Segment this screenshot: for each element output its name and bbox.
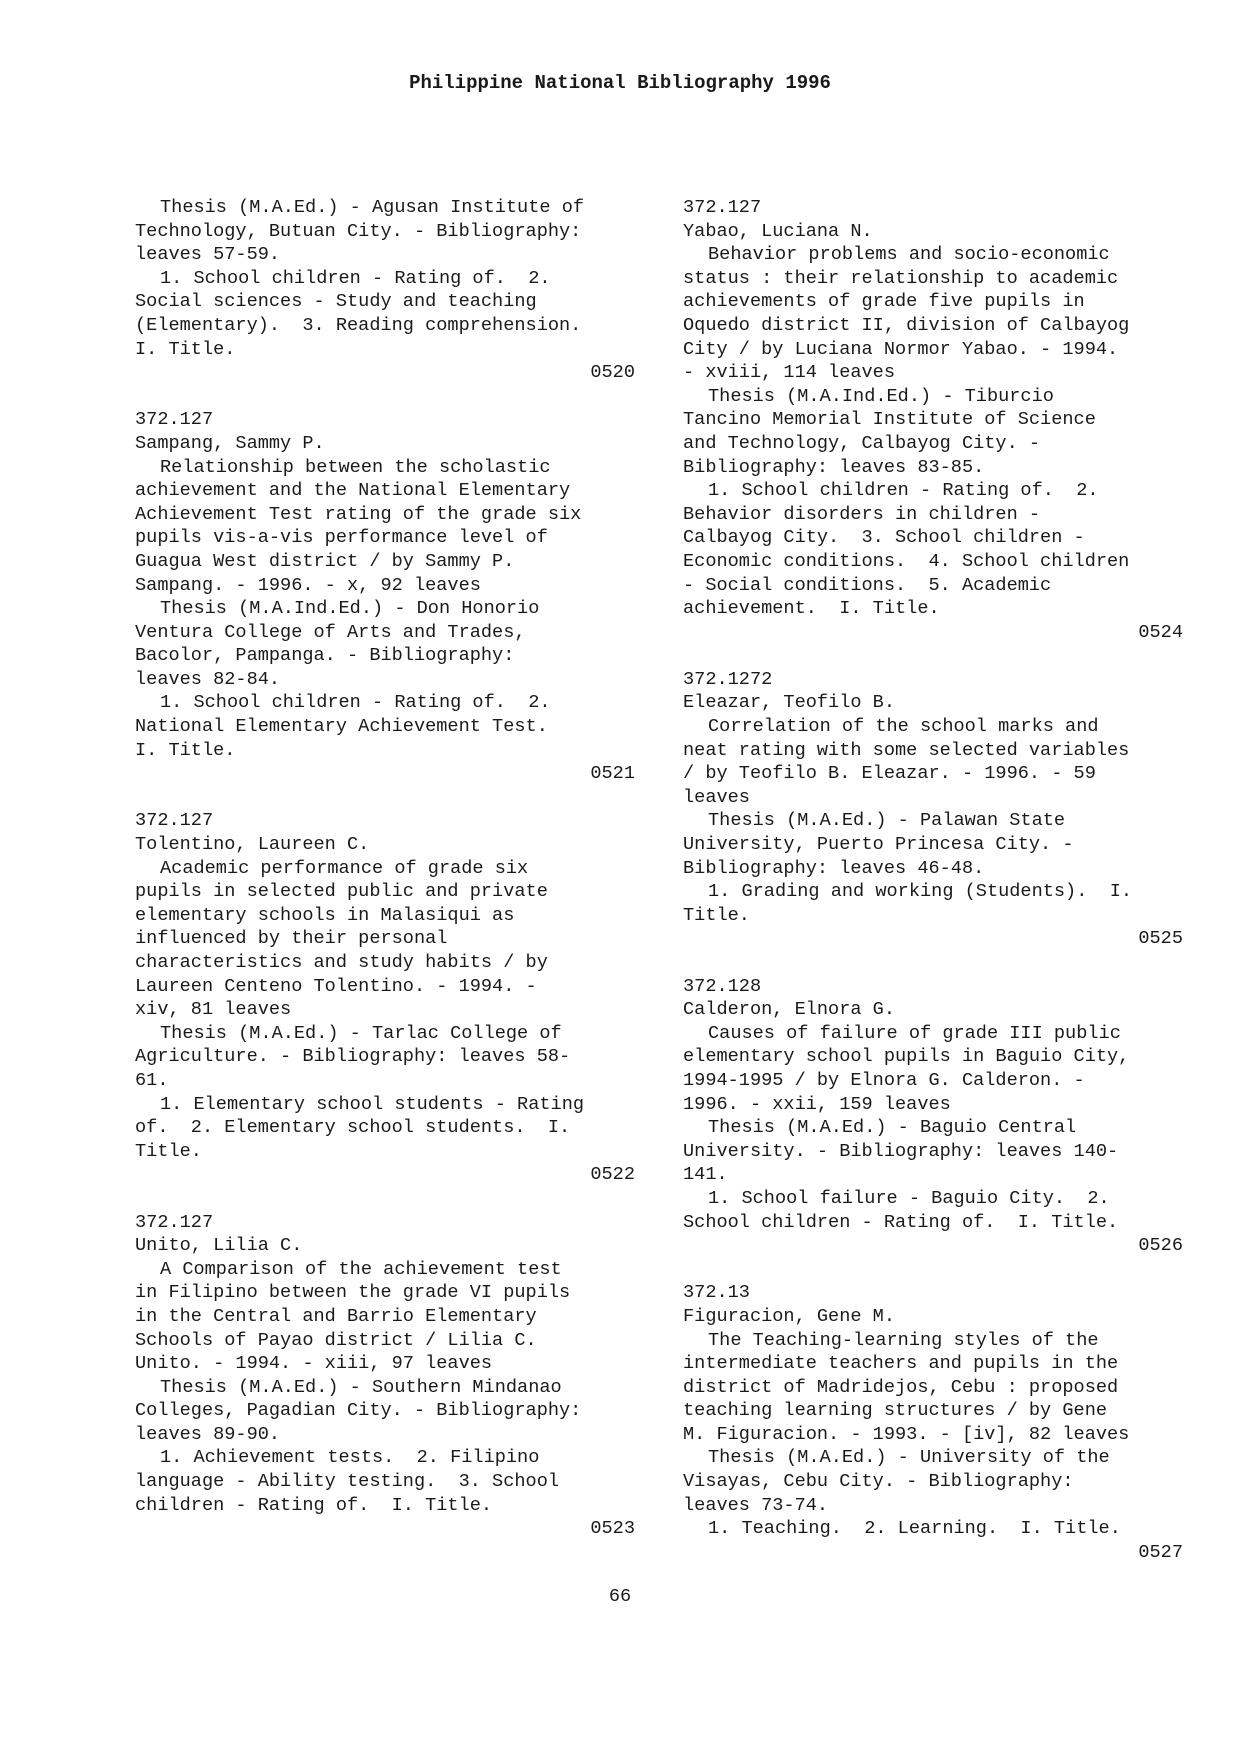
entry-number: 0526 [1138, 1235, 1183, 1257]
entry-number: 0524 [1138, 621, 1183, 643]
entry-line: Unito. - 1994. - xiii, 97 leaves [135, 1353, 493, 1375]
entry-number: 0520 [590, 362, 635, 384]
bibliography-entry [683, 196, 1183, 644]
entry-line: Bacolor, Pampanga. - Bibliography: [135, 645, 515, 667]
entry-line: leaves 57-59. [135, 244, 281, 266]
entry-line: language - Ability testing. 3. School [135, 1471, 560, 1493]
entry-number: 0525 [1138, 928, 1183, 950]
entry-line: neat rating with some selected variables [683, 739, 1130, 761]
entry-line: Thesis (M.A.Ed.) - Agusan Institute of [160, 197, 585, 218]
entry-line: 372.13 [683, 1282, 750, 1304]
entry-line: Yabao, Luciana N. [683, 220, 873, 242]
entry-line: University, Puerto Princesa City. - [683, 834, 1074, 856]
entry-line: Relationship between the scholastic [160, 456, 551, 478]
entry-line: - Social conditions. 5. Academic [683, 574, 1052, 596]
entry-line: (Elementary). 3. Reading comprehension. [135, 314, 582, 336]
entry-line: children - Rating of. I. Title. [135, 1494, 493, 1516]
entry-line: 1. Elementary school students - Rating [160, 1093, 585, 1115]
entry-line: intermediate teachers and pupils in the [683, 1353, 1119, 1375]
entry-line: Thesis (M.A.Ed.) - Palawan State [708, 810, 1066, 832]
entry-line: in Filipino between the grade VI pupils [135, 1282, 571, 1304]
entry-line: Sampang, Sammy P. [135, 432, 325, 454]
entry-line: Economic conditions. 4. School children [683, 550, 1130, 572]
entry-line: A Comparison of the achievement test [160, 1258, 562, 1280]
entry-line: 372.127 [683, 197, 762, 218]
entry-line: pupils in selected public and private [135, 881, 548, 903]
entry-line: 372.127 [135, 810, 214, 832]
entry-line: in the Central and Barrio Elementary [135, 1305, 537, 1327]
entry-line: Unito, Lilia C. [135, 1235, 303, 1257]
entry-line: Sampang. - 1996. - x, 92 leaves [135, 574, 481, 596]
left-column [135, 196, 635, 1564]
entry-line: of. 2. Elementary school students. I. [135, 1117, 571, 1139]
entry-line: 61. [135, 1069, 169, 1091]
entry-line: 372.1272 [683, 668, 773, 690]
bibliography-entry [135, 809, 635, 1187]
entry-line: Title. [683, 904, 750, 926]
entry-line: Thesis (M.A.Ed.) - Tarlac College of [160, 1022, 562, 1044]
entry-line: Behavior disorders in children - [683, 503, 1041, 525]
entry-line: Colleges, Pagadian City. - Bibliography: [135, 1400, 582, 1422]
entry-line: Ventura College of Arts and Trades, [135, 621, 526, 643]
entry-line: 1. Achievement tests. 2. Filipino [160, 1447, 540, 1469]
entry-line: xiv, 81 leaves [135, 999, 292, 1021]
entry-line: School children - Rating of. I. Title. [683, 1211, 1119, 1233]
entry-line: Thesis (M.A.Ed.) - Southern Mindanao [160, 1376, 562, 1398]
entry-line: Title. [135, 1140, 202, 1162]
entry-line: influenced by their personal [135, 928, 448, 950]
bibliography-entry [135, 408, 635, 786]
entry-line: Correlation of the school marks and [708, 716, 1099, 738]
entry-line: teaching learning structures / by Gene [683, 1400, 1108, 1422]
entry-line: leaves 82-84. [135, 668, 281, 690]
entry-line: National Elementary Achievement Test. [135, 716, 548, 738]
bibliography-entry [135, 196, 635, 385]
entry-line: characteristics and study habits / by [135, 952, 548, 973]
entry-line: Laureen Centeno Tolentino. - 1994. - [135, 975, 537, 997]
entry-line: Social sciences - Study and teaching [135, 291, 537, 313]
entry-line: Eleazar, Teofilo B. [683, 692, 896, 714]
bibliography-entry [683, 1281, 1183, 1564]
entry-line: University. - Bibliography: leaves 140- [683, 1140, 1119, 1162]
entry-line: 1. School children - Rating of. 2. [708, 480, 1099, 502]
entry-line: I. Title. [135, 739, 236, 761]
bibliography-entry [135, 1211, 635, 1541]
entry-number: 0521 [590, 763, 635, 785]
entry-line: pupils vis-a-vis performance level of [135, 527, 548, 549]
entry-line: 1. Grading and working (Students). I. [708, 881, 1133, 903]
entry-line: 1996. - xxii, 159 leaves [683, 1093, 951, 1115]
entry-line: leaves 89-90. [135, 1423, 281, 1445]
entry-line: The Teaching-learning styles of the [708, 1329, 1099, 1351]
entry-line: Thesis (M.A.Ind.Ed.) - Don Honorio [160, 598, 540, 620]
entry-line: 372.127 [135, 1211, 214, 1233]
entry-line: status : their relationship to academic [683, 267, 1119, 289]
entry-line: City / by Luciana Normor Yabao. - 1994. [683, 338, 1119, 360]
entry-line: 1. School children - Rating of. 2. [160, 692, 551, 714]
entry-line: 141. [683, 1164, 728, 1186]
entry-line: Causes of failure of grade III public [708, 1022, 1121, 1044]
entry-line: / by Teofilo B. Eleazar. - 1996. - 59 [683, 763, 1096, 785]
entry-line: Tolentino, Laureen C. [135, 834, 370, 856]
entry-line: 372.128 [683, 975, 762, 997]
entry-line: Tancino Memorial Institute of Science [683, 409, 1096, 431]
entry-line: Oquedo district II, division of Calbayog [683, 314, 1130, 336]
entry-line: leaves 73-74. [683, 1494, 829, 1516]
entry-line: I. Title. [135, 338, 236, 360]
entry-line: Academic performance of grade six [160, 857, 529, 879]
entry-number: 0523 [590, 1518, 635, 1540]
entry-line: M. Figuracion. - 1993. - [iv], 82 leaves [683, 1423, 1130, 1445]
entry-line: Thesis (M.A.Ed.) - University of the [708, 1447, 1110, 1469]
entry-line: Guagua West district / by Sammy P. [135, 550, 515, 572]
page-header: Philippine National Bibliography 1996 [409, 72, 831, 94]
entry-line: 1. Teaching. 2. Learning. I. Title. [708, 1518, 1121, 1540]
entry-line: Thesis (M.A.Ind.Ed.) - Tiburcio [708, 385, 1054, 407]
entry-line: elementary schools in Malasiqui as [135, 904, 515, 926]
entry-line: 1. School failure - Baguio City. 2. [708, 1187, 1110, 1209]
entry-line: Agriculture. - Bibliography: leaves 58- [135, 1046, 571, 1068]
entry-line: leaves [683, 786, 750, 808]
entry-line: achievement. I. Title. [683, 598, 940, 620]
entry-number: 0522 [590, 1164, 635, 1186]
entry-line: Schools of Payao district / Lilia C. [135, 1329, 537, 1351]
page-number: 66 [608, 1586, 632, 1607]
entry-line: achievement and the National Elementary [135, 480, 571, 502]
entry-line: 372.127 [135, 409, 214, 431]
entry-number: 0527 [1138, 1541, 1183, 1563]
entry-line: - xviii, 114 leaves [683, 362, 896, 384]
entry-line: Thesis (M.A.Ed.) - Baguio Central [708, 1117, 1077, 1139]
entry-line: Visayas, Cebu City. - Bibliography: [683, 1471, 1074, 1493]
entry-line: Technology, Butuan City. - Bibliography: [135, 220, 582, 242]
entry-line: district of Madridejos, Cebu : proposed [683, 1376, 1119, 1398]
entry-line: achievements of grade five pupils in [683, 291, 1085, 313]
entry-line: Calderon, Elnora G. [683, 999, 896, 1021]
entry-line: Bibliography: leaves 46-48. [683, 857, 985, 879]
entry-line: and Technology, Calbayog City. - [683, 432, 1041, 454]
entry-line: Achievement Test rating of the grade six [135, 503, 582, 525]
entry-line: Bibliography: leaves 83-85. [683, 456, 985, 478]
right-column [683, 196, 1183, 1588]
bibliography-entry [683, 668, 1183, 951]
entry-line: Calbayog City. 3. School children - [683, 527, 1085, 549]
bibliography-entry [683, 975, 1183, 1258]
entry-line: Behavior problems and socio-economic [708, 244, 1110, 266]
entry-line: Figuracion, Gene M. [683, 1305, 896, 1327]
entry-line: elementary school pupils in Baguio City, [683, 1046, 1130, 1068]
entry-line: 1. School children - Rating of. 2. [160, 267, 551, 289]
entry-line: 1994-1995 / by Elnora G. Calderon. - [683, 1069, 1085, 1091]
